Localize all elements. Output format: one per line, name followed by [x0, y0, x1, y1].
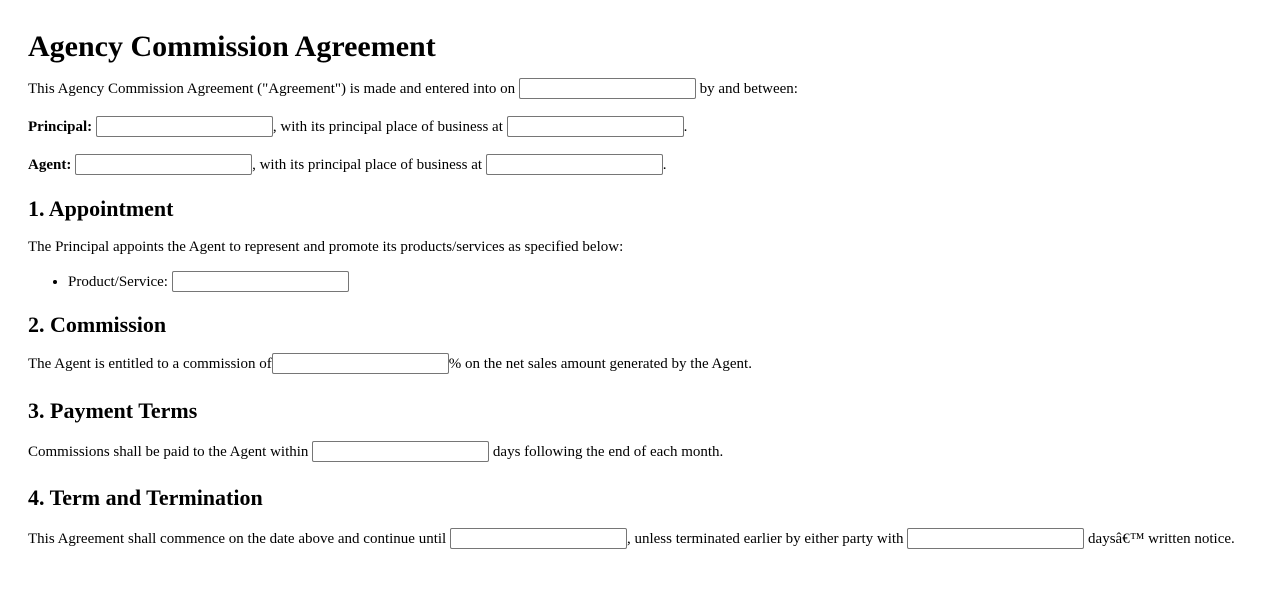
principal-name-input[interactable]: [97, 118, 272, 137]
list-item: [68, 272, 1250, 293]
principal-text-end: .: [683, 119, 688, 136]
commission-rate-input[interactable]: [273, 355, 448, 374]
notice-days-input[interactable]: [908, 530, 1083, 549]
section-heading-term-termination: 4. Term and Termination: [28, 485, 263, 511]
payment-days-field[interactable]: [312, 441, 489, 462]
principal-text-middle: , with its principal place of business at: [272, 119, 503, 136]
appointment-paragraph: The Principal appoints the Agent to represent and promote its products/services as specified below:: [28, 239, 624, 256]
commission-text-after: % on the net sales amount generated by the Agent.: [448, 356, 752, 373]
product-service-field[interactable]: [172, 271, 349, 292]
payment-paragraph: [28, 442, 1250, 463]
section-heading-payment-terms: 3. Payment Terms: [28, 398, 198, 424]
section-heading-appointment: 1. Appointment: [28, 196, 174, 222]
term-text-after: daysâ€™ written notice.: [1088, 531, 1235, 548]
agent-text-end: .: [662, 157, 667, 174]
section-heading-commission: 2. Commission: [28, 312, 167, 338]
term-end-date-field[interactable]: [450, 528, 627, 549]
payment-days-input[interactable]: [313, 443, 488, 462]
intro-text-after: by and between:: [699, 81, 798, 97]
commission-rate-field[interactable]: [272, 353, 449, 374]
payment-text-after: days following the end of each month.: [492, 444, 724, 461]
agreement-date-field[interactable]: [519, 78, 696, 99]
agent-label: Agent:: [28, 157, 72, 174]
principal-address-field[interactable]: [507, 116, 684, 137]
commission-paragraph: [28, 354, 1250, 375]
agreement-date-input[interactable]: [520, 80, 695, 99]
page-title: Agency Commission Agreement: [28, 30, 436, 63]
agent-address-field[interactable]: [486, 154, 663, 175]
agent-address-input[interactable]: [487, 156, 662, 175]
intro-paragraph: [28, 79, 1250, 100]
term-end-date-input[interactable]: [451, 530, 626, 549]
payment-text-before: Commissions shall be paid to the Agent within: [28, 444, 309, 461]
agent-name-field[interactable]: [75, 154, 252, 175]
product-service-input[interactable]: [173, 273, 348, 292]
principal-name-field[interactable]: [96, 116, 273, 137]
term-paragraph: [28, 529, 1250, 550]
principal-paragraph: [28, 117, 1250, 138]
principal-address-input[interactable]: [508, 118, 683, 137]
principal-label: Principal:: [28, 119, 93, 136]
product-service-label: Product/Service:: [68, 274, 168, 291]
commission-text-before: The Agent is entitled to a commission of: [28, 356, 272, 373]
agent-name-input[interactable]: [76, 156, 251, 175]
intro-text-before: This Agency Commission Agreement ("Agreement") is made and entered into on: [28, 81, 516, 97]
term-text-middle: , unless terminated earlier by either party with: [626, 531, 904, 548]
appointment-list: [28, 272, 1250, 293]
term-text-before: This Agreement shall commence on the date above and continue until: [28, 531, 447, 548]
notice-days-field[interactable]: [907, 528, 1084, 549]
agent-text-middle: , with its principal place of business at: [252, 157, 483, 174]
agent-paragraph: [28, 155, 1250, 176]
